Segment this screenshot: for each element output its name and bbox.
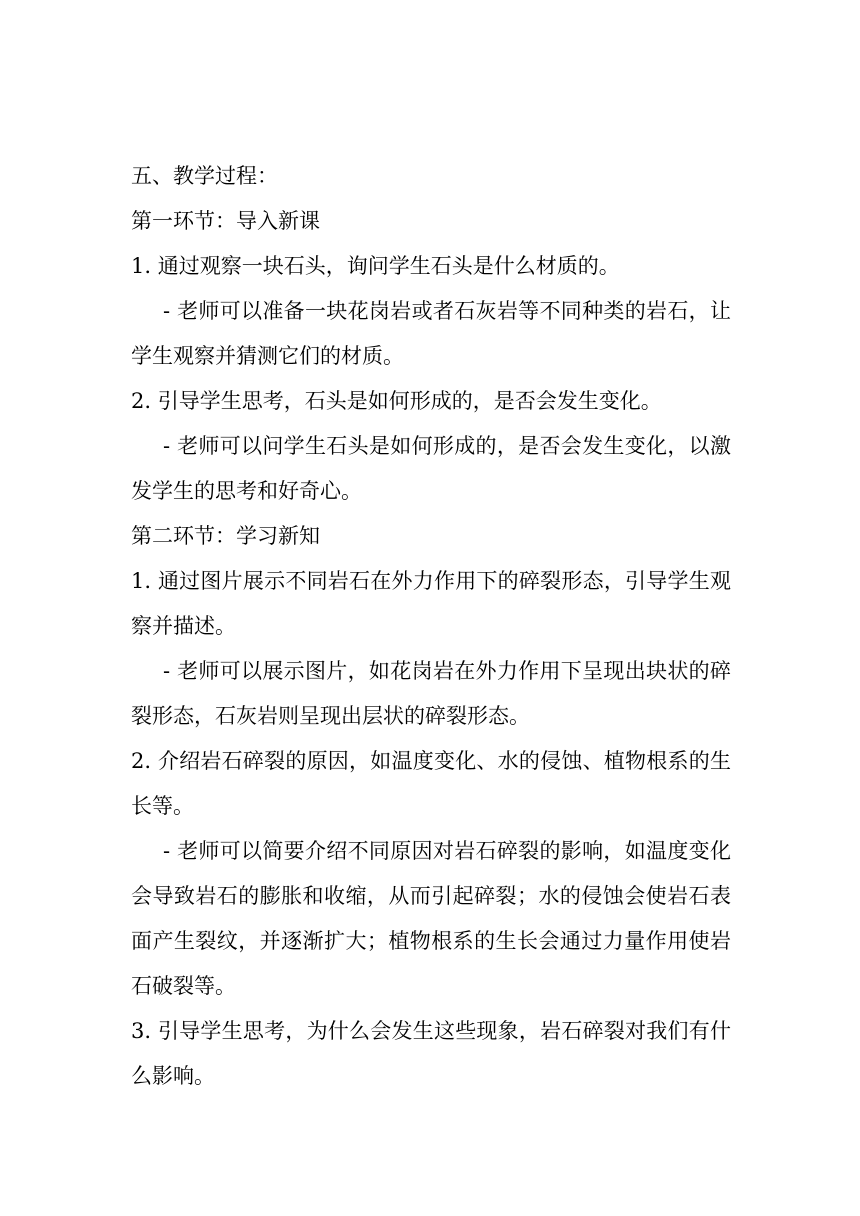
- section-2-item-1-note: - 老师可以展示图片，如花岗岩在外力作用下呈现出块状的碎裂形态，石灰岩则呈现出层状的碎裂形态。: [131, 659, 731, 728]
- section-heading: 五、教学过程：: [131, 164, 278, 188]
- document-body: [131, 154, 731, 1099]
- section-2-item-3: 3. 引导学生思考，为什么会发生这些现象，岩石碎裂对我们有什么影响。: [131, 1019, 731, 1088]
- section-2-title: 第二环节：学习新知: [131, 524, 320, 548]
- section-1-item-2-note: - 老师可以问学生石头是如何形成的，是否会发生变化，以激发学生的思考和好奇心。: [131, 434, 731, 503]
- section-1-title: 第一环节：导入新课: [131, 209, 320, 233]
- section-2-item-1: 1. 通过图片展示不同岩石在外力作用下的碎裂形态，引导学生观察并描述。: [131, 569, 731, 638]
- section-2-item-2: 2. 介绍岩石碎裂的原因，如温度变化、水的侵蚀、植物根系的生长等。: [131, 749, 731, 818]
- section-1-item-2: 2. 引导学生思考，石头是如何形成的，是否会发生变化。: [131, 389, 662, 413]
- section-1-item-1-note: - 老师可以准备一块花岗岩或者石灰岩等不同种类的岩石，让学生观察并猜测它们的材质。: [131, 299, 731, 368]
- section-2-item-2-note: - 老师可以简要介绍不同原因对岩石碎裂的影响，如温度变化会导致岩石的膨胀和收缩，从而引起碎裂；水的侵蚀会使岩石表面产生裂纹，并逐渐扩大；植物根系的生长会通过力量作用使岩石破裂等。: [131, 839, 731, 998]
- section-1-item-1: 1. 通过观察一块石头，询问学生石头是什么材质的。: [131, 254, 620, 278]
